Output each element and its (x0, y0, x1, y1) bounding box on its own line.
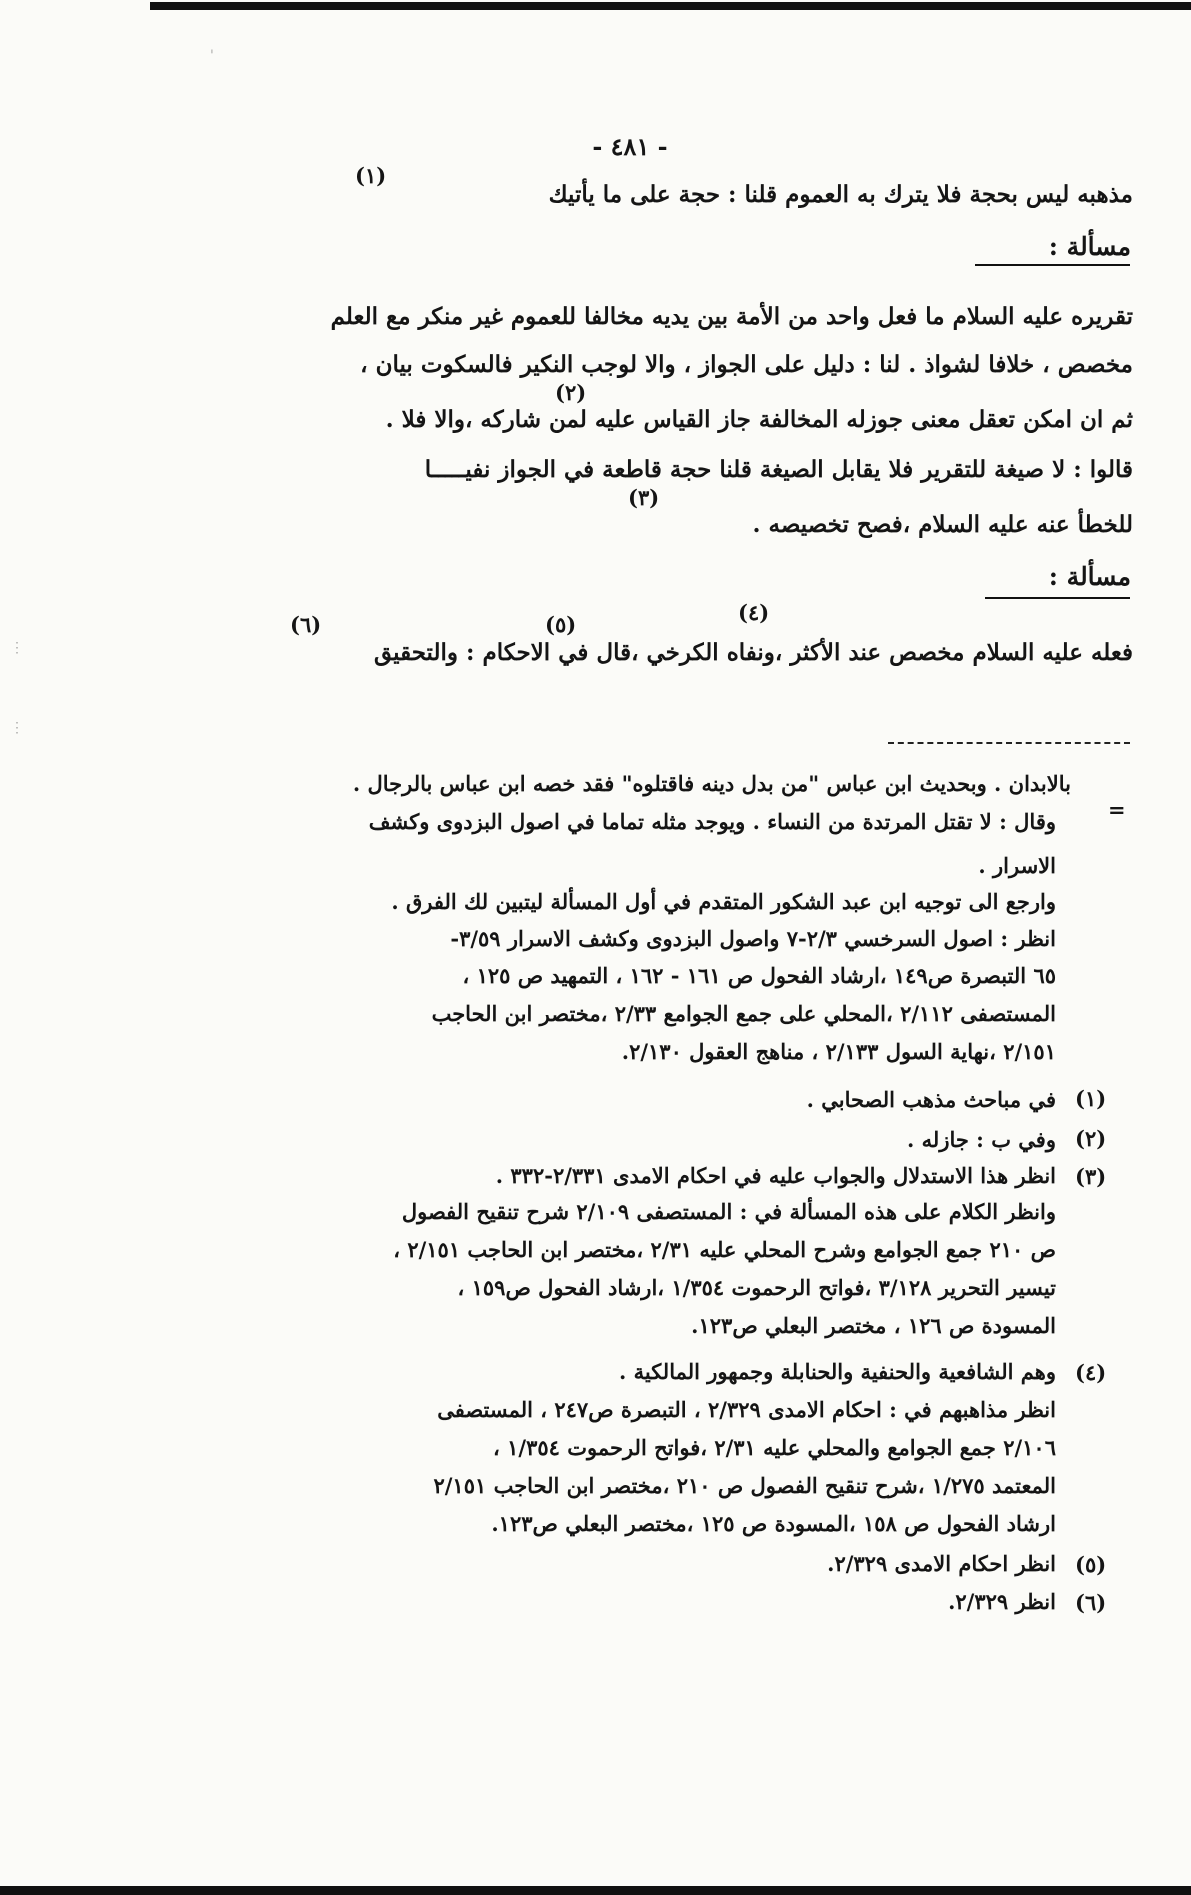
body-line: ثم ان امكن تعقل معنى جوزله المخالفة جاز القياس عليه لمن شاركه ،والا فلا . (385, 406, 1133, 433)
footnote-line: المستصفى ٢/١١٢ ،المحلي على جمع الجوامع ٢/٣٣ ،مختصر ابن الحاجب (431, 1001, 1056, 1026)
footnote-ref: (٤) (738, 600, 770, 625)
footnote-line: تيسير التحرير ٣/١٢٨ ،فواتح الرحموت ١/٣٥٤ ،ارشاد الفحول ص١٥٩ ، (457, 1275, 1056, 1300)
footnote-line: ارشاد الفحول ص ١٥٨ ،المسودة ص ١٢٥ ،مختصر البعلي ص١٢٣. (491, 1511, 1056, 1536)
bottom-border-rule (0, 1886, 1191, 1895)
footnote-line: وارجع الى توجيه ابن عبد الشكور المتقدم في أول المسألة ليتبين لك الفرق . (391, 889, 1056, 914)
heading-underline (975, 264, 1130, 266)
footnote-separator (888, 742, 1130, 744)
footnote-line: ٢/١٠٦ جمع الجوامع والمحلي عليه ٢/٣١ ،فواتح الرحموت ١/٣٥٤ ، (493, 1435, 1056, 1460)
footnote-line: ٢/١٥١ ،نهاية السول ٢/١٣٣ ، مناهج العقول ٢/١٣٠. (621, 1039, 1056, 1064)
footnote-number: (٥) (1075, 1552, 1107, 1577)
section-heading: مسألة : (1048, 562, 1131, 591)
body-line: تقريره عليه السلام ما فعل واحد من الأمة بين يديه مخالفا للعموم غير منكر مع العلم (330, 303, 1133, 330)
footnote-line: انظر احكام الامدى ٢/٣٢٩. (827, 1551, 1056, 1576)
footnote-ref: (٥) (545, 612, 577, 637)
body-line: مخصص ، خلافا لشواذ . لنا : دليل على الجواز ، والا لوجب النكير فالسكوت بيان ، (360, 351, 1133, 378)
footnote-line: ص ٢١٠ جمع الجوامع وشرح المحلي عليه ٢/٣١ ،مختصر ابن الحاجب ٢/١٥١ ، (393, 1237, 1056, 1262)
footnote-line: الاسرار . (978, 853, 1056, 878)
footnote-line: المعتمد ١/٢٧٥ ،شرح تنقيح الفصول ص ٢١٠ ،مختصر ابن الحاجب ٢/١٥١ (433, 1473, 1056, 1498)
footnote-ref: (٢) (555, 380, 587, 405)
footnote-line: في مباحث مذهب الصحابي . (806, 1087, 1056, 1112)
footnote-line: المسودة ص ١٢٦ ، مختصر البعلي ص١٢٣. (691, 1313, 1056, 1338)
footnote-line: وهم الشافعية والحنفية والحنابلة وجمهور المالكية . (618, 1359, 1056, 1384)
footnote-ref: (١) (355, 163, 387, 188)
footnote-line: بالابدان . وبحديث ابن عباس "من بدل دينه فاقتلوه" فقد خصه ابن عباس بالرجال . (352, 771, 1071, 796)
body-line: قالوا : لا صيغة للتقرير فلا يقابل الصيغة قلنا حجة قاطعة في الجواز نفيـــــا (424, 456, 1133, 483)
footnote-number: (٤) (1075, 1360, 1107, 1385)
heading-underline (985, 597, 1130, 599)
footnote-number: (٦) (1075, 1590, 1107, 1615)
continuation-mark: = (1108, 797, 1126, 822)
scan-speck: ⋮ (10, 720, 24, 736)
footnote-line: ٦٥ التبصرة ص١٤٩ ،ارشاد الفحول ص ١٦١ - ١٦٢ ، التمهيد ص ١٢٥ ، (462, 963, 1056, 988)
top-border-rule (150, 2, 1191, 10)
footnote-number: (٢) (1075, 1126, 1107, 1151)
footnote-line: انظر : اصول السرخسي ٢/٣-٧ واصول البزدوى وكشف الاسرار ٣/٥٩- (450, 926, 1056, 951)
scan-speck: ⋮ (10, 640, 24, 656)
body-line: فعله عليه السلام مخصص عند الأكثر ،ونفاه الكرخي ،قال في الاحكام : والتحقيق (373, 639, 1133, 666)
section-heading: مسألة : (1048, 232, 1131, 261)
footnote-line: وقال : لا تقتل المرتدة من النساء . ويوجد مثله تماما في اصول البزدوى وكشف (368, 809, 1056, 834)
footnote-line: انظر مذاهبهم في : احكام الامدى ٢/٣٢٩ ، التبصرة ص٢٤٧ ، المستصفى (437, 1397, 1056, 1422)
footnote-number: (٣) (1075, 1164, 1107, 1189)
footnote-number: (١) (1075, 1086, 1107, 1111)
footnote-line: انظر هذا الاستدلال والجواب عليه في احكام الامدى ٢/٣٣١-٣٣٢ . (495, 1163, 1056, 1188)
footnote-ref: (٦) (290, 612, 322, 637)
page-number: - ٤٨١ - (592, 132, 668, 161)
footnote-line: وفي ب : جازله . (907, 1127, 1056, 1152)
footnote-ref: (٣) (628, 485, 660, 510)
footnote-line: وانظر الكلام على هذه المسألة في : المستصفى ٢/١٠٩ شرح تنقيح الفصول (401, 1199, 1056, 1224)
footnote-line: انظر ٢/٣٢٩. (948, 1589, 1056, 1614)
scan-speck: ' (210, 48, 214, 64)
body-line: للخطأ عنه عليه السلام ،فصح تخصيصه . (752, 511, 1133, 538)
body-line: مذهبه ليس بحجة فلا يترك به العموم قلنا : حجة على ما يأتيك (548, 181, 1133, 208)
